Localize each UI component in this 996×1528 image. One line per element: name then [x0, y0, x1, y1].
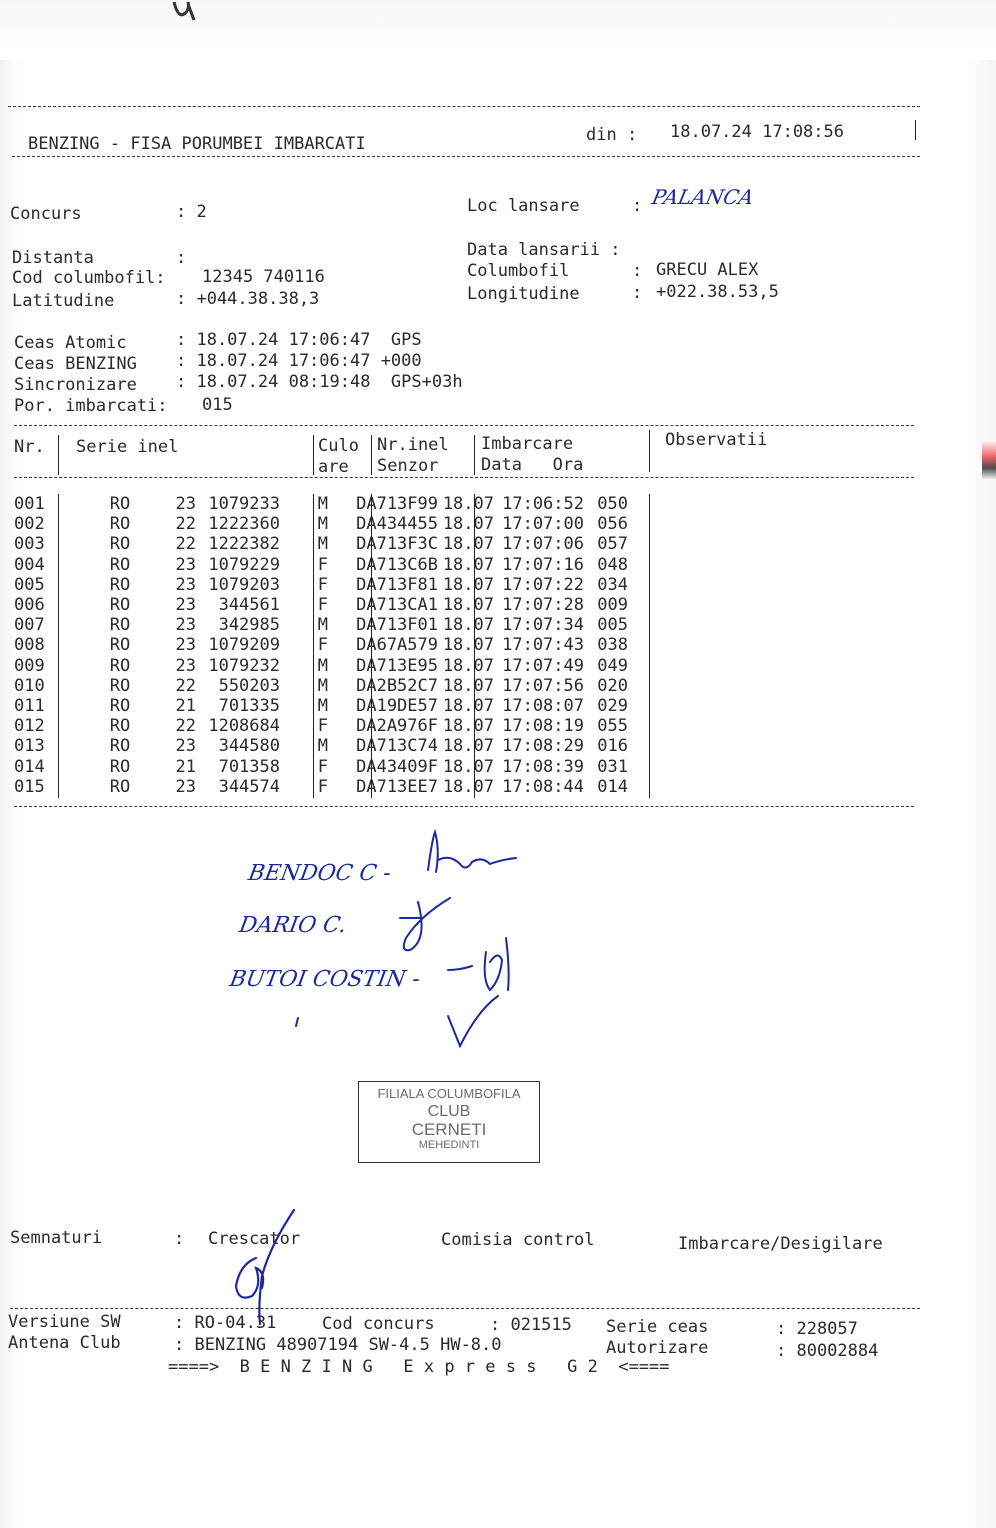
cell-nr: 015 [14, 776, 45, 797]
cell-obs: 029 [597, 695, 628, 716]
cell-obs: 005 [597, 615, 628, 636]
cell-senzor: DA19DE57 [356, 695, 438, 716]
autorizare-label: Autorizare [606, 1338, 709, 1358]
row-column-separator [58, 494, 59, 798]
edge-color-mark [982, 440, 996, 480]
concurs-value: : 2 [176, 202, 207, 222]
autorizare-value: : 80002884 [776, 1341, 879, 1361]
col-header-nrinel-1: Nr.inel [377, 435, 449, 455]
col-header-observatii: Observatii [665, 430, 768, 450]
imbarcati-value: 015 [202, 395, 233, 415]
cell-senzor: DA713C6B [356, 554, 438, 575]
cell-nr: 010 [14, 675, 45, 696]
cell-nr: 008 [14, 635, 45, 656]
columbofil-colon: : [632, 261, 643, 281]
signature-1 [428, 832, 516, 872]
cell-an: 23 [175, 615, 196, 636]
cell-obs: 049 [597, 655, 628, 676]
ceas-benzing-value: : 18.07.24 17:06:47 +000 [176, 351, 422, 371]
latitudine-label: Latitudine [12, 291, 115, 311]
cell-tara: RO [109, 595, 131, 616]
cell-obs: 016 [597, 736, 628, 757]
ceas-benzing-label: Ceas BENZING [14, 354, 137, 374]
cell-nr: 012 [14, 716, 45, 737]
cell-obs: 020 [597, 675, 628, 696]
cell-inel: 1222382 [208, 534, 280, 555]
cell-an: 22 [175, 675, 196, 696]
cell-senzor: DA713F99 [356, 494, 438, 515]
cell-obs: 056 [597, 514, 628, 535]
cell-sex: M [317, 494, 328, 515]
cell-senzor: DA713CA1 [356, 595, 438, 616]
longitudine-label: Longitudine [467, 284, 580, 304]
cell-obs: 031 [597, 756, 628, 777]
cell-tara: RO [109, 756, 131, 777]
cell-obs: 034 [597, 574, 628, 595]
cell-sex: F [317, 716, 328, 737]
cell-inel: 701335 [218, 695, 280, 716]
cell-data: 18.07 [442, 635, 494, 656]
cell-sex: F [317, 776, 328, 797]
cell-nr: 014 [14, 756, 45, 777]
col-sep-culoare [313, 435, 314, 475]
cell-data: 18.07 [442, 695, 494, 716]
cell-obs: 038 [597, 635, 628, 656]
cell-obs: 050 [597, 494, 628, 515]
cell-an: 23 [175, 595, 196, 616]
cell-tara: RO [109, 716, 131, 737]
col-sep-nrinel [371, 435, 372, 475]
table-row [14, 635, 628, 655]
columbofil-label: Columbofil [467, 261, 570, 281]
table-row [14, 756, 628, 776]
cell-nr: 003 [14, 534, 45, 555]
table-divider-header [14, 477, 914, 478]
table-row [14, 555, 628, 575]
cell-senzor: DA713F3C [356, 534, 438, 555]
table-row [14, 595, 628, 615]
table-row [14, 736, 628, 756]
antena-value: : BENZING 48907194 SW-4.5 HW-8.0 [174, 1335, 502, 1355]
header-divider-top [8, 106, 920, 107]
cell-nr: 005 [14, 574, 45, 595]
cell-ora: 17:07:06 [502, 534, 584, 555]
cod-concurs-label: Cod concurs [322, 1314, 435, 1334]
cell-sex: F [317, 595, 328, 616]
handwritten-name-3: BUTOI COSTIN - [227, 966, 423, 992]
table-row [14, 615, 628, 635]
cell-ora: 17:08:19 [502, 716, 584, 737]
semnaturi-label: Semnaturi [10, 1228, 103, 1248]
cell-ora: 17:07:28 [502, 595, 584, 616]
cell-an: 22 [175, 716, 196, 737]
cod-concurs-value: : 021515 [490, 1315, 572, 1335]
table-row [14, 716, 628, 736]
cell-tara: RO [109, 695, 131, 716]
pigeon-table [14, 494, 628, 797]
club-stamp [358, 1081, 540, 1163]
cell-data: 18.07 [442, 534, 494, 555]
cell-ora: 17:07:22 [502, 574, 584, 595]
columbofil-value: GRECU ALEX [656, 260, 759, 280]
cell-tara: RO [109, 776, 131, 797]
loc-lansare-handwritten [649, 180, 756, 212]
cell-senzor: DA2B52C7 [356, 675, 438, 696]
cell-inel: 342985 [218, 615, 280, 636]
imbarcare-desigilare-label: Imbarcare/Desigilare [678, 1234, 883, 1254]
cell-sex: M [317, 615, 328, 636]
table-row [14, 676, 628, 696]
cell-an: 23 [175, 554, 196, 575]
cell-an: 22 [175, 534, 196, 555]
longitudine-colon: : [632, 283, 643, 303]
cell-nr: 001 [14, 494, 45, 515]
col-header-imbarcare-1: Imbarcare [481, 434, 574, 454]
cell-an: 23 [175, 635, 196, 656]
table-row [14, 696, 628, 716]
handwritten-commission-names [227, 820, 550, 1060]
cell-data: 18.07 [442, 574, 494, 595]
sincronizare-value: : 18.07.24 08:19:48 GPS+03h [176, 372, 463, 392]
handwritten-name-1: BENDOC C - [246, 860, 394, 886]
row-column-separator [313, 494, 314, 798]
table-row [14, 656, 628, 676]
cell-inel: 344580 [218, 736, 280, 757]
cell-senzor: DA713E95 [356, 655, 438, 676]
cell-data: 18.07 [442, 716, 494, 737]
cell-an: 23 [175, 655, 196, 676]
cell-ora: 17:08:39 [502, 756, 584, 777]
cell-ora: 17:07:16 [502, 554, 584, 575]
cell-inel: 1079209 [208, 635, 280, 656]
stamp-line-4: MEHEDINTI [418, 1139, 480, 1151]
cell-senzor: DA67A579 [356, 635, 438, 656]
table-divider-top [14, 425, 914, 426]
col-header-culoare-1: Culo [318, 436, 359, 456]
signature-2 [400, 898, 450, 950]
cell-senzor: DA2A976F [356, 716, 438, 737]
cell-senzor: DA713F01 [356, 615, 438, 636]
cell-nr: 009 [14, 655, 45, 676]
cell-data: 18.07 [442, 776, 494, 797]
versiune-label: Versiune SW [8, 1312, 121, 1332]
stamp-line-1: FILIALA COLUMBOFILA [377, 1086, 521, 1101]
cod-columbofil-label: Cod columbofil: [12, 268, 166, 288]
cell-nr: 013 [14, 736, 45, 757]
cell-nr: 011 [14, 695, 45, 716]
cell-ora: 17:07:56 [502, 675, 584, 696]
imbarcati-label: Por. imbarcati: [14, 396, 168, 416]
cell-inel: 550203 [218, 675, 280, 696]
table-row [14, 534, 628, 554]
loc-lansare-label: Loc lansare [467, 196, 580, 216]
cell-obs: 014 [597, 776, 628, 797]
cell-inel: 1222360 [208, 514, 280, 535]
cell-senzor: DA434455 [356, 514, 438, 535]
cell-sex: F [317, 635, 328, 656]
col-header-nrinel-2: Senzor [377, 456, 439, 476]
cod-columbofil-value: 12345 740116 [202, 267, 325, 287]
col-sep-nr [58, 435, 59, 475]
cell-tara: RO [109, 534, 131, 555]
cell-data: 18.07 [442, 756, 494, 777]
din-label: din : [586, 125, 638, 145]
cell-ora: 17:07:49 [502, 655, 584, 676]
col-sep-observatii [649, 430, 650, 472]
cell-tara: RO [109, 514, 131, 535]
cell-ora: 17:06:52 [502, 494, 584, 515]
cell-inel: 701358 [218, 756, 280, 777]
table-divider-bottom [14, 806, 914, 807]
cell-data: 18.07 [442, 554, 494, 575]
benzing-express-banner: ====> B E N Z I N G E x p r e s s G 2 <==== [168, 1357, 670, 1377]
cell-ora: 17:07:34 [502, 615, 584, 636]
cell-an: 23 [175, 574, 196, 595]
versiune-value: : RO-04.31 [174, 1313, 277, 1333]
cell-ora: 17:08:07 [502, 695, 584, 716]
cell-an: 23 [175, 776, 196, 797]
cell-inel: 344561 [218, 595, 280, 616]
row-column-separator [649, 494, 650, 798]
cell-sex: F [317, 574, 328, 595]
semnaturi-colon: : [174, 1229, 185, 1249]
cell-inel: 344574 [218, 776, 280, 797]
cell-an: 21 [175, 695, 196, 716]
top-strip [0, 0, 996, 60]
cell-data: 18.07 [442, 615, 494, 636]
stamp-line-2: CLUB [427, 1103, 471, 1120]
cell-an: 22 [175, 514, 196, 535]
cell-tara: RO [109, 615, 131, 636]
distanta-value: : [176, 248, 187, 268]
cell-data: 18.07 [442, 736, 494, 757]
cell-nr: 007 [14, 615, 45, 636]
cell-obs: 009 [597, 595, 628, 616]
serie-ceas-value: : 228057 [776, 1319, 858, 1339]
longitudine-value: +022.38.53,5 [656, 282, 779, 302]
table-row [14, 575, 628, 595]
cell-tara: RO [109, 675, 131, 696]
cell-an: 21 [175, 756, 196, 777]
distanta-label: Distanta [12, 248, 94, 268]
col-header-nr: Nr. [14, 437, 45, 457]
data-lansarii-label: Data lansarii : [467, 240, 621, 260]
cell-an: 23 [175, 736, 196, 757]
row-column-separator [474, 494, 475, 798]
loc-lansare-colon: : [632, 196, 643, 216]
cursor-bar [915, 120, 916, 140]
table-row [14, 777, 628, 797]
cell-nr: 002 [14, 514, 45, 535]
header-divider-bottom [12, 156, 920, 157]
col-header-imbarcare-2: Data Ora [481, 455, 584, 475]
col-header-serie: Serie inel [76, 437, 179, 457]
cell-obs: 057 [597, 534, 628, 555]
comisia-label: Comisia control [441, 1230, 595, 1250]
cell-tara: RO [109, 655, 131, 676]
cell-sex: M [317, 736, 328, 757]
sincronizare-label: Sincronizare [14, 375, 137, 395]
latitudine-value: : +044.38.38,3 [176, 289, 320, 309]
cell-sex: M [317, 655, 328, 676]
table-row [14, 514, 628, 534]
cell-sex: M [317, 675, 328, 696]
cell-inel: 1079229 [208, 554, 280, 575]
serie-ceas-label: Serie ceas [606, 1317, 709, 1337]
cell-tara: RO [109, 736, 131, 757]
cell-tara: RO [109, 635, 131, 656]
cell-data: 18.07 [442, 675, 494, 696]
ceas-atomic-value: : 18.07.24 17:06:47 GPS [176, 330, 422, 350]
print-datetime: 18.07.24 17:08:56 [670, 122, 844, 142]
cell-ora: 17:08:29 [502, 736, 584, 757]
cell-senzor: DA713F81 [356, 574, 438, 595]
cell-nr: 004 [14, 554, 45, 575]
cell-tara: RO [109, 554, 131, 575]
loc-lansare-value: PALANCA [649, 185, 756, 209]
cell-senzor: DA713C74 [356, 736, 438, 757]
signature-3 [448, 938, 509, 1046]
antena-label: Antena Club [8, 1333, 121, 1353]
cell-tara: RO [109, 494, 131, 515]
cell-nr: 006 [14, 595, 45, 616]
table-row [14, 494, 628, 514]
cell-an: 23 [175, 494, 196, 515]
cell-ora: 17:08:44 [502, 776, 584, 797]
ceas-atomic-label: Ceas Atomic [14, 333, 127, 353]
cell-tara: RO [109, 574, 131, 595]
cell-inel: 1079233 [208, 494, 280, 515]
cell-data: 18.07 [442, 655, 494, 676]
cell-ora: 17:07:00 [502, 514, 584, 535]
cell-sex: M [317, 514, 328, 535]
col-header-culoare-2: are [318, 457, 349, 477]
cell-data: 18.07 [442, 595, 494, 616]
cell-sex: M [317, 534, 328, 555]
cell-senzor: DA43409F [356, 756, 438, 777]
cell-inel: 1079203 [208, 574, 280, 595]
cell-data: 18.07 [442, 514, 494, 535]
cell-obs: 048 [597, 554, 628, 575]
crescator-label: Crescator [208, 1229, 301, 1249]
cell-senzor: DA713EE7 [356, 776, 438, 797]
handwritten-name-2: DARIO C. [237, 912, 349, 938]
cell-data: 18.07 [442, 494, 494, 515]
row-column-separator [371, 494, 372, 798]
col-sep-imbarcare [474, 435, 475, 475]
cell-inel: 1208684 [208, 716, 280, 737]
concurs-label: Concurs [10, 204, 82, 224]
cell-obs: 055 [597, 716, 628, 737]
cell-sex: F [317, 756, 328, 777]
stamp-line-3: CERNETI [411, 1120, 487, 1139]
document-title: BENZING - FISA PORUMBEI IMBARCATI [28, 134, 366, 154]
corner-ink-mark [170, 0, 198, 22]
cell-sex: M [317, 695, 328, 716]
cell-sex: F [317, 554, 328, 575]
footer-divider [10, 1308, 920, 1309]
cell-inel: 1079232 [208, 655, 280, 676]
cell-ora: 17:07:43 [502, 635, 584, 656]
